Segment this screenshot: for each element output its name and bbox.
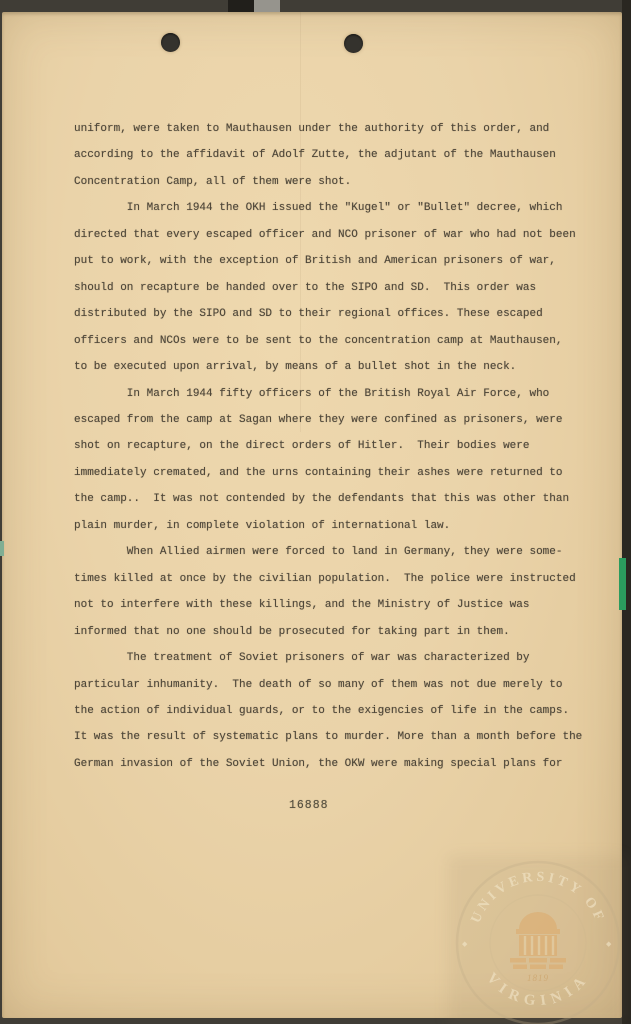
text-body (74, 116, 594, 777)
seal-separator-left: ◆ (462, 941, 468, 948)
rotunda-icon (510, 912, 566, 969)
text-line: plain murder, in complete violation of international law. (74, 519, 451, 532)
text-line: officers and NCOs were to be sent to the concentration camp at Mauthausen, (74, 334, 563, 347)
text-line: the camp.. It was not contended by the defendants that this was other than (74, 493, 570, 506)
scanner-edge-dark-segment (228, 0, 254, 12)
text-line: In March 1944 fifty officers of the British Royal Air Force, who (74, 387, 550, 400)
hole-punch-right (344, 34, 363, 53)
scan-artifact-green-right (619, 558, 626, 610)
text-line: Concentration Camp, all of them were shot. (74, 175, 352, 188)
text-line: times killed at once by the civilian population. The police were instructed (74, 572, 576, 585)
text-line: immediately cremated, and the urns containing their ashes were returned to (74, 466, 563, 479)
text-line: German invasion of the Soviet Union, the OKW were making special plans for (74, 757, 563, 770)
university-of-virginia-seal-watermark (453, 858, 623, 1024)
text-line: not to interfere with these killings, and the Ministry of Justice was (74, 599, 530, 612)
text-line: put to work, with the exception of British and American prisoners of war, (74, 255, 556, 268)
seal-top-text: UNIVERSITY OF (468, 869, 608, 926)
text-line: according to the affidavit of Adolf Zutte, the adjutant of the Mauthausen (74, 149, 556, 162)
seal-bottom-text: VIRGINIA (483, 970, 593, 1010)
text-line: informed that no one should be prosecuted for taking part in them. (74, 625, 510, 638)
text-line: should on recapture be handed over to the SIPO and SD. This order was (74, 281, 537, 294)
text-line: The treatment of Soviet prisoners of war was characterized by (74, 652, 530, 665)
seal-separator-right: ◆ (606, 941, 612, 948)
text-line: the action of individual guards, or to the exigencies of life in the camps. (74, 704, 570, 717)
paper-page (2, 12, 622, 1018)
scanner-edge-tab (254, 0, 280, 12)
text-line: distributed by the SIPO and SD to their regional offices. These escaped (74, 308, 543, 321)
text-line: shot on recapture, on the direct orders of Hitler. Their bodies were (74, 440, 530, 453)
text-line: directed that every escaped officer and NCO prisoner of war who had not been (74, 228, 576, 241)
page-number: 16888 (289, 799, 329, 812)
seal-year: 1819 (527, 973, 549, 983)
text-line: to be executed upon arrival, by means of a bullet shot in the neck. (74, 361, 517, 374)
text-line: escaped from the camp at Sagan where they were confined as prisoners, were (74, 413, 563, 426)
scan-artifact-green-left (0, 541, 4, 556)
text-line: When Allied airmen were forced to land in Germany, they were some- (74, 546, 563, 559)
hole-punch-left (161, 33, 180, 52)
text-line: uniform, were taken to Mauthausen under the authority of this order, and (74, 123, 550, 135)
text-line: particular inhumanity. The death of so many of them was not due merely to (74, 678, 563, 691)
text-line: In March 1944 the OKH issued the "Kugel" or "Bullet" decree, which (74, 202, 563, 215)
text-line: It was the result of systematic plans to murder. More than a month before the (74, 731, 583, 744)
